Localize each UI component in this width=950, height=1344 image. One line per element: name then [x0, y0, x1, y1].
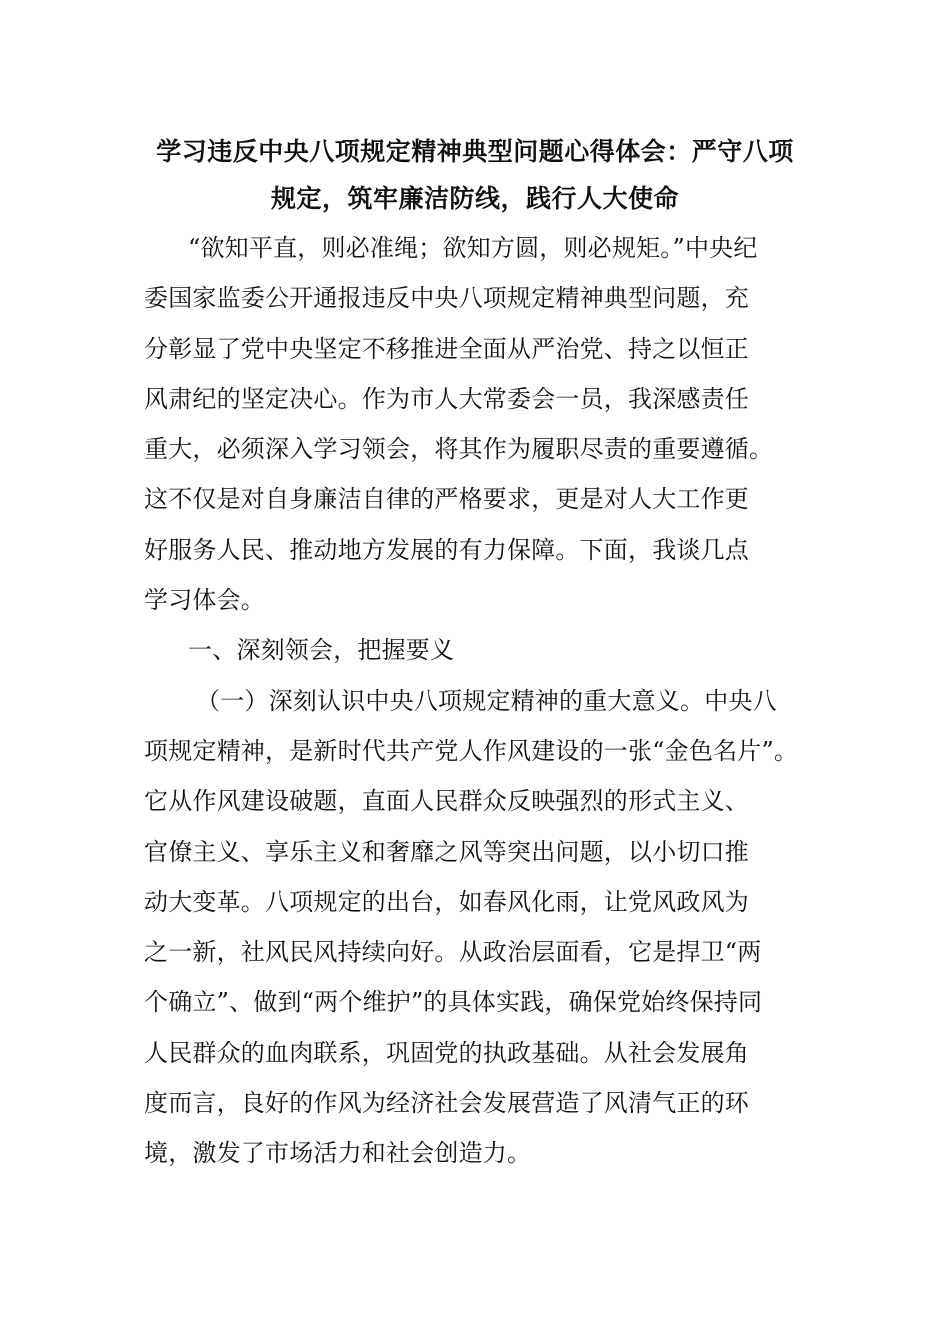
paragraph-line: 这不仅是对自身廉洁自律的严格要求，更是对人大工作更	[144, 485, 749, 514]
paragraph-line: 重大，必须深入学习领会，将其作为履职尽责的重要遵循。	[144, 435, 774, 464]
paragraph-line: 动大变革。八项规定的出台，如春风化雨，让党风政风为	[144, 887, 749, 916]
title-line-1: 学习违反中央八项规定精神典型问题心得体会：严守八项	[156, 137, 794, 166]
title-line-2: 规定，筑牢廉洁防线，践行人大使命	[270, 184, 679, 213]
paragraph-line: 委国家监委公开通报违反中央八项规定精神典型问题，充	[144, 284, 749, 313]
document-body	[144, 223, 824, 1179]
section-heading: 一、深刻领会，把握要义	[188, 636, 455, 665]
paragraph-line: 学习体会。	[144, 586, 265, 615]
paragraph-line: 好服务人民、推动地方发展的有力保障。下面，我谈几点	[144, 535, 749, 564]
paragraph-line: 个确立”、做到“两个维护”的具体实践，确保党始终保持同	[144, 988, 763, 1017]
paragraph-line: 之一新，社风民风持续向好。从政治层面看，它是捍卫“两	[144, 938, 762, 967]
paragraph-line: 度而言，良好的作风为经济社会发展营造了风清气正的环	[144, 1089, 749, 1118]
paragraph-line: 官僚主义、享乐主义和奢靡之风等突出问题，以小切口推	[144, 837, 749, 866]
paragraph-line: 人民群众的血肉联系，巩固党的执政基础。从社会发展角	[144, 1038, 749, 1067]
paragraph-line: “欲知平直，则必准绳；欲知方圆，则必规矩。”中央纪	[188, 234, 758, 262]
paragraph-line: 风肃纪的坚定决心。作为市人大常委会一员，我深感责任	[144, 384, 749, 413]
paragraph-line: 项规定精神，是新时代共产党人作风建设的一张“金色名片”。	[144, 736, 799, 765]
paragraph-line: 分彰显了党中央坚定不移推进全面从严治党、持之以恒正	[144, 334, 749, 363]
subsection-line: （一）深刻认识中央八项规定精神的重大意义。中央八	[196, 686, 777, 715]
paragraph-line: 它从作风建设破题，直面人民群众反映强烈的形式主义、	[144, 787, 749, 816]
document-title	[120, 128, 830, 222]
paragraph-line: 境，激发了市场活力和社会创造力。	[144, 1139, 532, 1168]
